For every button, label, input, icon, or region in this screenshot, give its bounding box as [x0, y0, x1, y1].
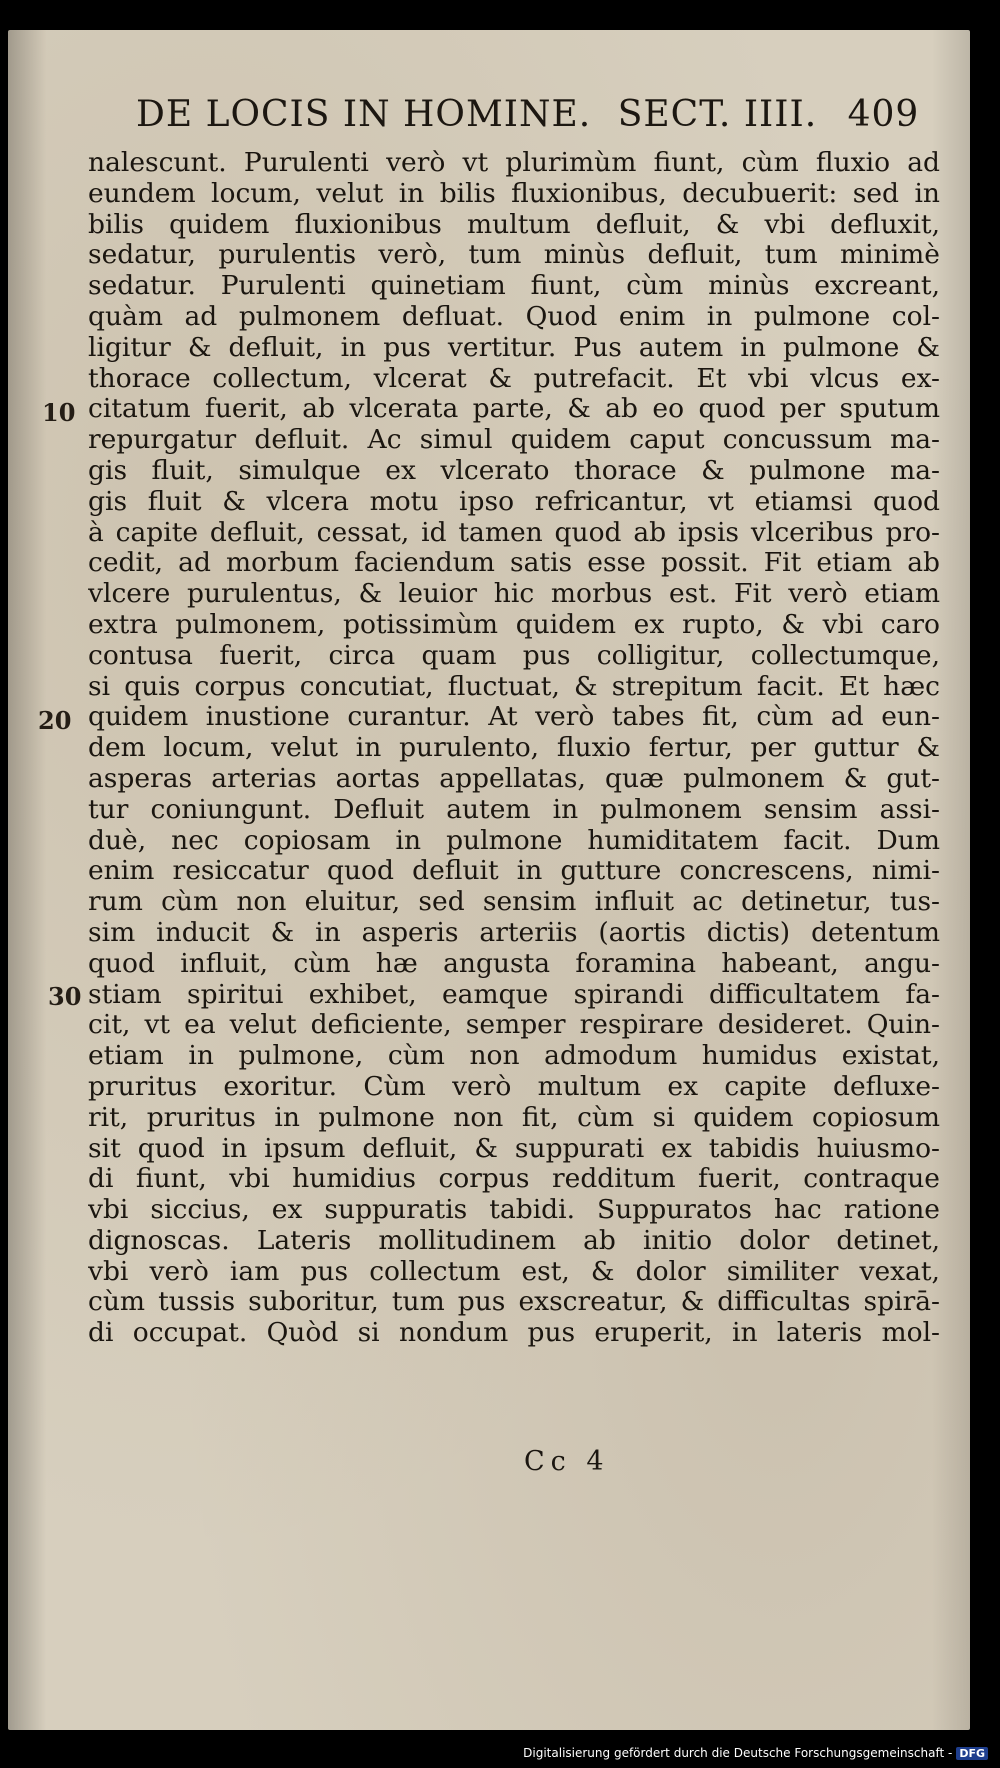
text-line: cedit, ad morbum faciendum satis esse possit. Fit etiam ab — [88, 548, 940, 579]
text-line: repurgatur defluit. Ac simul quidem caput concussum ma- — [88, 425, 940, 456]
text-line: sedatur. Purulenti quinetiam fiunt, cùm minùs excreant, — [88, 271, 940, 302]
signature-mark: Cc 4 — [524, 1446, 610, 1477]
page-number: 409 — [847, 94, 920, 135]
margin-line-marker-30: 30 — [48, 982, 82, 1011]
text-line: dignoscas. Lateris mollitudinem ab initio dolor detinet, — [88, 1225, 940, 1256]
text-line: si quis corpus concutiat, fluctuat, & strepitum facit. Et hæc — [88, 671, 940, 702]
text-line: quidem inustione curantur. At verò tabes fit, cùm ad eun- — [88, 702, 940, 733]
margin-line-marker-10: 10 — [42, 398, 76, 427]
book-page — [8, 30, 970, 1730]
running-title: DE LOCIS IN HOMINE. — [136, 94, 592, 135]
text-line: contusa fuerit, circa quam pus colligitur, collectumque, — [88, 640, 940, 671]
text-line: ligitur & defluit, in pus vertitur. Pus autem in pulmone & — [88, 332, 940, 363]
text-line: quàm ad pulmonem defluat. Quod enim in pulmone col- — [88, 301, 940, 332]
text-line: gis fluit, simulque ex vlcerato thorace & pulmone ma- — [88, 455, 940, 486]
text-line: à capite defluit, cessat, id tamen quod ab ipsis vlceribus pro- — [88, 517, 940, 548]
margin-line-marker-20: 20 — [38, 706, 72, 735]
text-line: asperas arterias aortas appellatas, quæ pulmonem & gut- — [88, 763, 940, 794]
running-header — [136, 94, 926, 135]
text-line: thorace collectum, vlcerat & putrefacit. Et vbi vlcus ex- — [88, 363, 940, 394]
text-line: pruritus exoritur. Cùm verò multum ex capite defluxe- — [88, 1071, 940, 1102]
text-line: sedatur, purulentis verò, tum minùs defluit, tum minimè — [88, 240, 940, 271]
text-line: citatum fuerit, ab vlcerata parte, & ab eo quod per sputum — [88, 394, 940, 425]
text-line: sit quod in ipsum defluit, & suppurati ex tabidis huiusmo- — [88, 1133, 940, 1164]
text-line: vbi verò iam pus collectum est, & dolor similiter vexat, — [88, 1256, 940, 1287]
text-line: di fiunt, vbi humidius corpus redditum fuerit, contraque — [88, 1164, 940, 1195]
text-line: dem locum, velut in purulento, fluxio fertur, per guttur & — [88, 733, 940, 764]
text-line: eundem locum, velut in bilis fluxionibus, decubuerit: sed in — [88, 178, 940, 209]
text-line: quod influit, cùm hæ angusta foramina habeant, angu- — [88, 948, 940, 979]
text-line: etiam in pulmone, cùm non admodum humidus existat, — [88, 1041, 940, 1072]
text-line: sim inducit & in asperis arteriis (aortis dictis) detentum — [88, 917, 940, 948]
text-line: enim resiccatur quod defluit in gutture concrescens, nimi- — [88, 856, 940, 887]
text-line: bilis quidem fluxionibus multum defluit, & vbi defluxit, — [88, 209, 940, 240]
text-line: duè, nec copiosam in pulmone humiditatem facit. Dum — [88, 825, 940, 856]
credit-text: Digitalisierung gefördert durch die Deutsche Forschungsgemeinschaft - — [523, 1746, 953, 1760]
text-line: rit, pruritus in pulmone non fit, cùm si quidem copiosum — [88, 1102, 940, 1133]
text-line: cit, vt ea velut deficiente, semper respirare desideret. Quin- — [88, 1010, 940, 1041]
text-line: vlcere purulentus, & leuior hic morbus est. Fit verò etiam — [88, 579, 940, 610]
text-line: stiam spiritui exhibet, eamque spirandi difficultatem fa- — [88, 979, 940, 1010]
text-line: cùm tussis suboritur, tum pus exscreatur, & difficultas spirā- — [88, 1287, 940, 1318]
text-line: tur coniungunt. Defluit autem in pulmonem sensim assi- — [88, 794, 940, 825]
text-line: gis fluit & vlcera motu ipso refricantur, vt etiamsi quod — [88, 486, 940, 517]
text-line: rum cùm non eluitur, sed sensim influit ac detinetur, tus- — [88, 887, 940, 918]
text-line: vbi siccius, ex suppuratis tabidi. Suppuratos hac ratione — [88, 1195, 940, 1226]
body-text — [88, 148, 940, 1349]
dfg-logo: DFG — [956, 1747, 988, 1760]
section-label: SECT. IIII. — [617, 94, 818, 135]
text-line: extra pulmonem, potissimùm quidem ex rupto, & vbi caro — [88, 609, 940, 640]
digitization-credit — [523, 1746, 988, 1760]
text-line: di occupat. Quòd si nondum pus eruperit, in lateris mol- — [88, 1318, 940, 1349]
text-line: nalescunt. Purulenti verò vt plurimùm fiunt, cùm fluxio ad — [88, 148, 940, 178]
